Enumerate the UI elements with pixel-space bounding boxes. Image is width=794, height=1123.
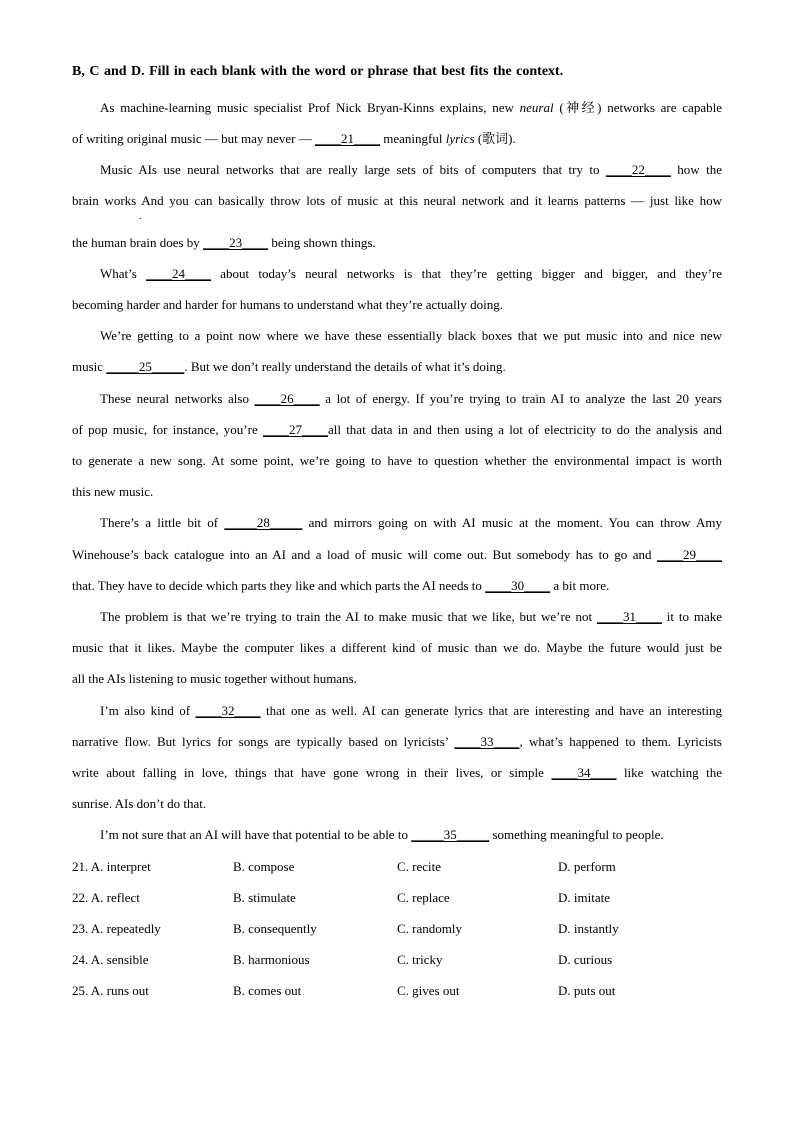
- blank-26[interactable]: ____26____: [254, 391, 320, 406]
- passage-line: sunrise. AIs don’t do that.: [72, 796, 207, 811]
- passage-line: this new music.: [72, 484, 154, 499]
- option-b[interactable]: B. stimulate: [233, 890, 296, 905]
- passage-line: As machine-learning music specialist Prof Nick Bryan-Kinns explains, new neural (神经) networks are capable: [100, 100, 722, 115]
- option-a[interactable]: 21. A. interpret: [72, 859, 151, 874]
- section-instruction: B, C and D. Fill in each blank with the word or phrase that best fits the context.: [72, 64, 564, 79]
- passage-line: to generate a new song. At some point, we’re going to have to question whether the environmental impact is worth: [72, 453, 722, 468]
- blank-28[interactable]: _____28_____: [224, 515, 303, 530]
- option-d[interactable]: D. puts out: [558, 983, 616, 998]
- option-b[interactable]: B. compose: [233, 859, 295, 874]
- option-a[interactable]: 24. A. sensible: [72, 952, 149, 967]
- option-a[interactable]: 23. A. repeatedly: [72, 921, 161, 936]
- blank-25[interactable]: _____25_____: [106, 359, 185, 374]
- option-b[interactable]: B. comes out: [233, 983, 302, 998]
- passage-line: of writing original music — but may never — ____21____ meaningful lyrics (歌词).: [72, 131, 516, 146]
- passage-line: Music AIs use neural networks that are really large sets of bits of computers that try to ____22____ how the: [100, 162, 722, 177]
- option-c[interactable]: C. replace: [397, 890, 450, 905]
- blank-23[interactable]: ____23____: [203, 235, 269, 250]
- option-d[interactable]: D. perform: [558, 859, 616, 874]
- passage-line: all the AIs listening to music together without humans.: [72, 671, 357, 686]
- passage-line: music _____25_____. But we don’t really understand the details of what it’s doing.: [72, 359, 506, 374]
- option-b[interactable]: B. harmonious: [233, 952, 310, 967]
- blank-30[interactable]: ____30____: [485, 578, 551, 593]
- passage-line: Winehouse’s back catalogue into an AI and a load of music will come out. But somebody has to go and ____29____: [72, 547, 722, 562]
- stray-mark: .: [139, 211, 142, 222]
- blank-35[interactable]: _____35_____: [411, 827, 490, 842]
- blank-24[interactable]: ____24____: [146, 266, 212, 281]
- blank-31[interactable]: ____31____: [596, 609, 662, 624]
- blank-29[interactable]: ____29____: [657, 547, 722, 562]
- option-c[interactable]: C. recite: [397, 859, 442, 874]
- option-b[interactable]: B. consequently: [233, 921, 317, 936]
- passage-line: We’re getting to a point now where we have these essentially black boxes that we put music into and nice new: [100, 328, 722, 343]
- option-c[interactable]: C. randomly: [397, 921, 462, 936]
- passage-line: These neural networks also ____26____ a lot of energy. If you’re trying to train AI to analyze the last 20 years: [100, 391, 722, 406]
- passage-line: I’m not sure that an AI will have that potential to be able to _____35_____ something meaningful to people.: [100, 827, 664, 842]
- passage-line: brain works And you can basically throw lots of music at this neural network and it learns patterns — just like how: [72, 193, 722, 208]
- option-d[interactable]: D. curious: [558, 952, 613, 967]
- passage-line: The problem is that we’re trying to train the AI to make music that we like, but we’re not ____31____ it to make: [100, 609, 722, 624]
- option-d[interactable]: D. imitate: [558, 890, 610, 905]
- passage-line: the human brain does by ____23____ being shown things.: [72, 235, 376, 250]
- option-c[interactable]: C. gives out: [397, 983, 460, 998]
- blank-32[interactable]: ____32____: [195, 703, 261, 718]
- passage-line: narrative flow. But lyrics for songs are typically based on lyricists’ ____33____, what’s happened to them. Lyricists: [72, 734, 722, 749]
- option-d[interactable]: D. instantly: [558, 921, 619, 936]
- passage-line: becoming harder and harder for humans to understand what they’re actually doing.: [72, 297, 504, 312]
- passage-line: I’m also kind of ____32____ that one as well. AI can generate lyrics that are interesting and have an interesting: [100, 703, 722, 718]
- blank-27[interactable]: ____27____: [262, 422, 328, 437]
- passage-line: music that it likes. Maybe the computer likes a different kind of music than we do. Maybe the future would just be: [72, 640, 722, 655]
- option-a[interactable]: 25. A. runs out: [72, 983, 149, 998]
- blank-34[interactable]: ____34____: [551, 765, 617, 780]
- blank-21[interactable]: ____21____: [314, 131, 380, 146]
- passage-line: that. They have to decide which parts they like and which parts the AI needs to ____30____ a bit more.: [72, 578, 610, 593]
- passage-line: of pop music, for instance, you’re ____27____all that data in and then using a lot of electricity to do the analysis and: [72, 422, 722, 437]
- option-a[interactable]: 22. A. reflect: [72, 890, 140, 905]
- passage-line: There’s a little bit of _____28_____ and mirrors going on with AI music at the moment. You can throw Amy: [100, 515, 722, 530]
- passage-line: write about falling in love, things that have gone wrong in their lives, or simple ____34____ like watching the: [72, 765, 722, 780]
- blank-33[interactable]: ____33____: [454, 734, 520, 749]
- blank-22[interactable]: ____22____: [605, 162, 671, 177]
- passage-line: What’s ____24____ about today’s neural networks is that they’re getting bigger and bigger, and they’re: [100, 266, 723, 281]
- option-c[interactable]: C. tricky: [397, 952, 443, 967]
